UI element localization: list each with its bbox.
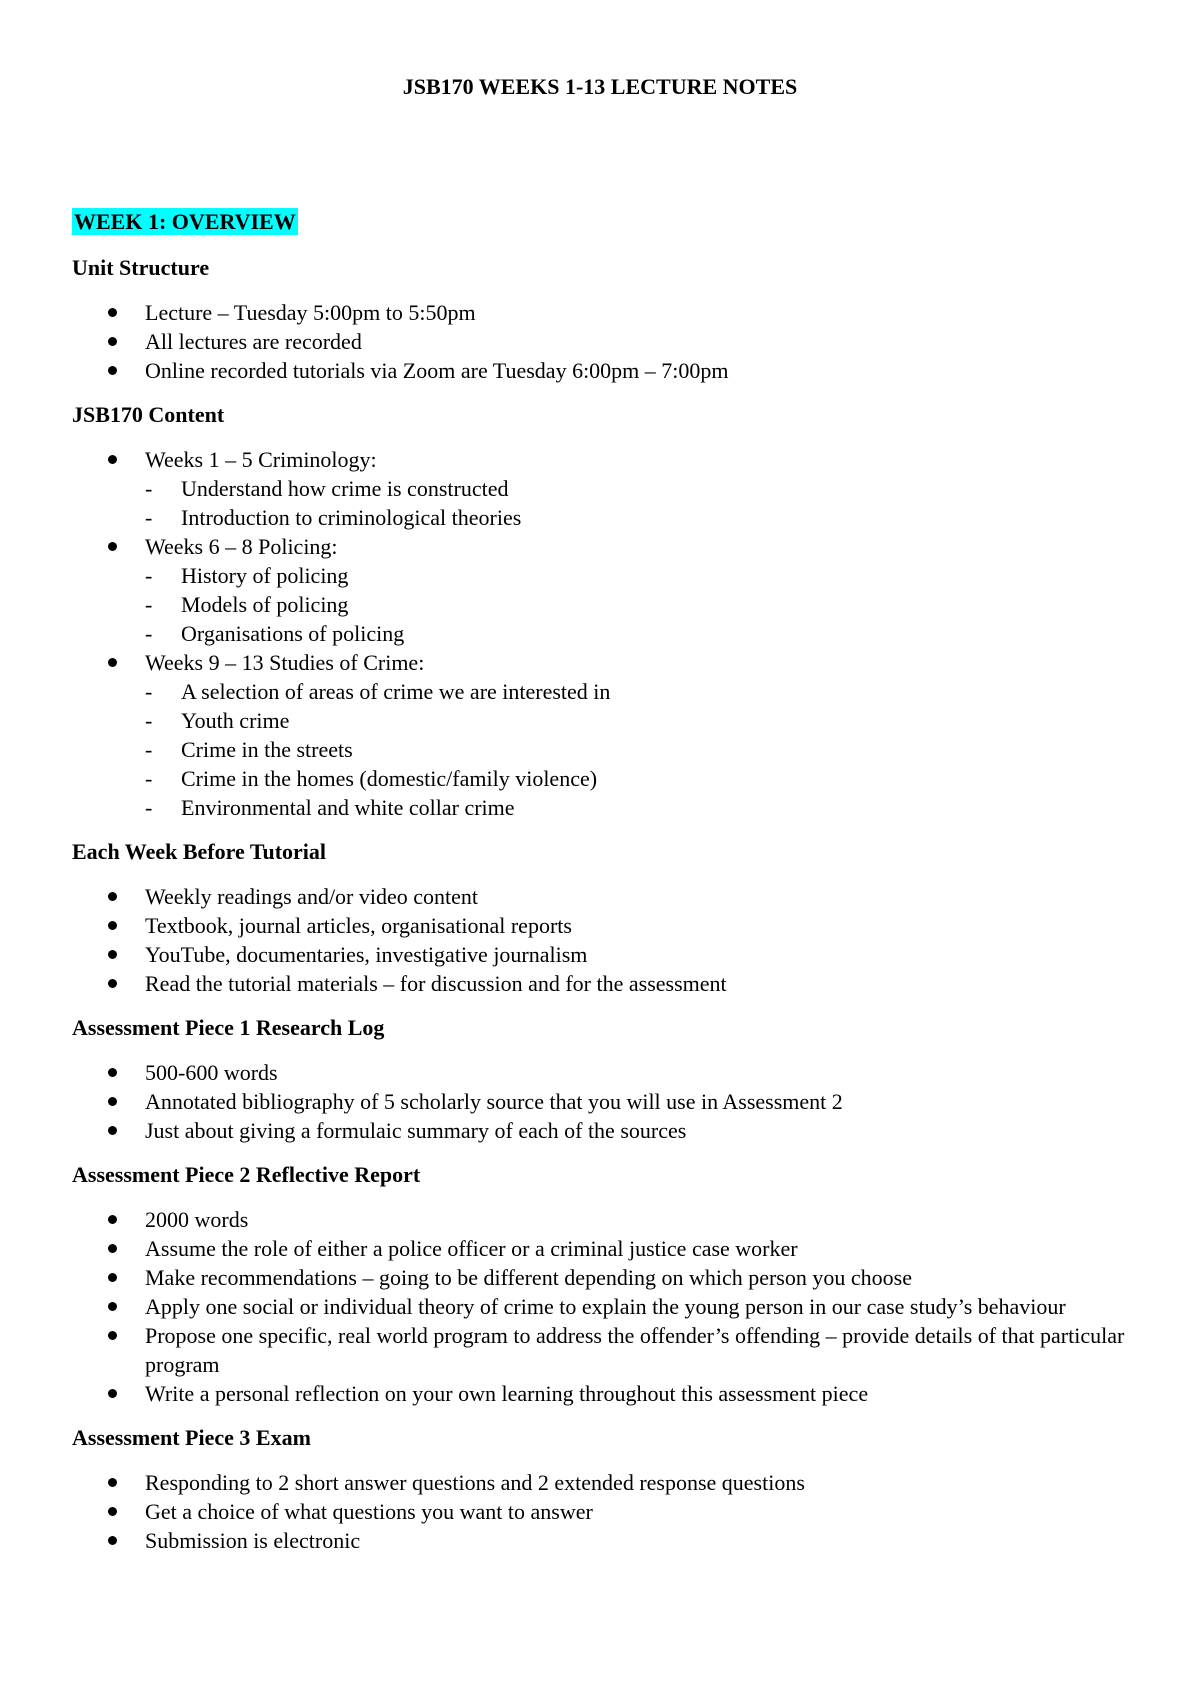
bullet-icon bbox=[108, 1273, 117, 1282]
sub-item-text: Introduction to criminological theories bbox=[181, 505, 522, 530]
sub-item bbox=[145, 590, 1132, 619]
section-heading: Assessment Piece 2 Reflective Report bbox=[72, 1162, 421, 1187]
bullet-item bbox=[72, 1058, 1132, 1087]
bullet-text: YouTube, documentaries, investigative journalism bbox=[145, 942, 588, 967]
bullet-text: 2000 words bbox=[145, 1207, 249, 1232]
bullet-text: Responding to 2 short answer questions and 2 extended response questions bbox=[145, 1470, 805, 1495]
bullet-icon bbox=[108, 1244, 117, 1253]
sub-item-text: Youth crime bbox=[181, 708, 290, 733]
bullet-icon bbox=[108, 950, 117, 959]
bullet-icon bbox=[108, 1097, 117, 1106]
sections-container bbox=[72, 254, 1132, 1555]
bullet-item bbox=[72, 356, 1132, 385]
bullet-text: Get a choice of what questions you want to answer bbox=[145, 1499, 593, 1524]
bullet-icon bbox=[108, 979, 117, 988]
bullet-item bbox=[72, 940, 1132, 969]
sub-item bbox=[145, 561, 1132, 590]
sub-item bbox=[145, 677, 1132, 706]
sub-item bbox=[145, 764, 1132, 793]
bullet-icon bbox=[108, 1126, 117, 1135]
bullet-item bbox=[72, 1379, 1132, 1408]
bullet-item bbox=[72, 1497, 1132, 1526]
sub-list bbox=[145, 677, 1132, 822]
dash-icon: - bbox=[145, 621, 153, 646]
bullet-text: Annotated bibliography of 5 scholarly source that you will use in Assessment 2 bbox=[145, 1089, 843, 1114]
bullet-text: Weekly readings and/or video content bbox=[145, 884, 479, 909]
bullet-list bbox=[72, 1468, 1132, 1555]
week-heading: WEEK 1: OVERVIEW bbox=[74, 209, 296, 234]
bullet-item bbox=[72, 911, 1132, 940]
bullet-icon bbox=[108, 892, 117, 901]
dash-icon: - bbox=[145, 563, 153, 588]
dash-icon: - bbox=[145, 505, 153, 530]
bullet-icon bbox=[108, 1507, 117, 1516]
bullet-list bbox=[72, 882, 1132, 998]
sub-item-text: Crime in the homes (domestic/family violence) bbox=[181, 766, 598, 791]
bullet-text: Weeks 1 – 5 Criminology: bbox=[145, 447, 377, 472]
sub-item-text: History of policing bbox=[181, 563, 349, 588]
bullet-list bbox=[72, 1058, 1132, 1145]
bullet-icon bbox=[108, 658, 117, 667]
sub-item bbox=[145, 619, 1132, 648]
bullet-item bbox=[72, 1116, 1132, 1145]
bullet-text: Make recommendations – going to be different depending on which person you choose bbox=[145, 1265, 912, 1290]
sub-item bbox=[145, 474, 1132, 503]
section-heading: JSB170 Content bbox=[72, 402, 225, 427]
bullet-text: All lectures are recorded bbox=[145, 329, 362, 354]
bullet-text: Weeks 6 – 8 Policing: bbox=[145, 534, 338, 559]
dash-icon: - bbox=[145, 766, 153, 791]
bullet-text: Lecture – Tuesday 5:00pm to 5:50pm bbox=[145, 300, 476, 325]
sub-item bbox=[145, 503, 1132, 532]
bullet-item bbox=[72, 882, 1132, 911]
bullet-item bbox=[72, 1292, 1132, 1321]
bullet-item bbox=[72, 1321, 1132, 1379]
bullet-list bbox=[72, 1205, 1132, 1408]
bullet-text: Textbook, journal articles, organisational reports bbox=[145, 913, 572, 938]
bullet-item bbox=[72, 298, 1132, 327]
dash-icon: - bbox=[145, 737, 153, 762]
section-heading: Each Week Before Tutorial bbox=[72, 839, 327, 864]
bullet-list bbox=[72, 298, 1132, 385]
bullet-text: Weeks 9 – 13 Studies of Crime: bbox=[145, 650, 425, 675]
bullet-item bbox=[72, 1526, 1132, 1555]
section-heading: Unit Structure bbox=[72, 255, 210, 280]
bullet-item bbox=[72, 1263, 1132, 1292]
bullet-icon bbox=[108, 542, 117, 551]
sub-list bbox=[145, 561, 1132, 648]
bullet-icon bbox=[108, 1478, 117, 1487]
document-body bbox=[72, 207, 1132, 1571]
sub-item-text: Organisations of policing bbox=[181, 621, 405, 646]
bullet-icon bbox=[108, 1331, 117, 1340]
bullet-item bbox=[72, 327, 1132, 356]
dash-icon: - bbox=[145, 679, 153, 704]
bullet-text: Apply one social or individual theory of crime to explain the young person in our case study’s behaviour bbox=[145, 1294, 1066, 1319]
bullet-text: Read the tutorial materials – for discussion and for the assessment bbox=[145, 971, 727, 996]
sub-list bbox=[145, 474, 1132, 532]
bullet-text: Assume the role of either a police officer or a criminal justice case worker bbox=[145, 1236, 798, 1261]
bullet-icon bbox=[108, 921, 117, 930]
bullet-item bbox=[72, 532, 1132, 648]
bullet-text: Online recorded tutorials via Zoom are Tuesday 6:00pm – 7:00pm bbox=[145, 358, 729, 383]
bullet-item bbox=[72, 1234, 1132, 1263]
bullet-item bbox=[72, 648, 1132, 822]
bullet-icon bbox=[108, 1302, 117, 1311]
bullet-icon bbox=[108, 1068, 117, 1077]
dash-icon: - bbox=[145, 592, 153, 617]
section-heading: Assessment Piece 1 Research Log bbox=[72, 1015, 385, 1040]
dash-icon: - bbox=[145, 795, 153, 820]
sub-item-text: Environmental and white collar crime bbox=[181, 795, 515, 820]
sub-item bbox=[145, 735, 1132, 764]
sub-item-text: A selection of areas of crime we are interested in bbox=[181, 679, 611, 704]
bullet-text: Submission is electronic bbox=[145, 1528, 361, 1553]
sub-item-text: Crime in the streets bbox=[181, 737, 353, 762]
bullet-text: Write a personal reflection on your own learning throughout this assessment piece bbox=[145, 1381, 869, 1406]
dash-icon: - bbox=[145, 476, 153, 501]
sub-item-text: Models of policing bbox=[181, 592, 349, 617]
bullet-text: Propose one specific, real world program to address the offender’s offending – provide details of that particular program bbox=[145, 1323, 1125, 1377]
bullet-item bbox=[72, 1468, 1132, 1497]
bullet-icon bbox=[108, 337, 117, 346]
dash-icon: - bbox=[145, 708, 153, 733]
section-heading: Assessment Piece 3 Exam bbox=[72, 1425, 311, 1450]
bullet-icon bbox=[108, 1215, 117, 1224]
bullet-icon bbox=[108, 308, 117, 317]
sub-item bbox=[145, 793, 1132, 822]
sub-item bbox=[145, 706, 1132, 735]
bullet-item bbox=[72, 1205, 1132, 1234]
bullet-item bbox=[72, 445, 1132, 532]
document-title: JSB170 WEEKS 1-13 LECTURE NOTES bbox=[402, 74, 798, 99]
bullet-icon bbox=[108, 366, 117, 375]
bullet-icon bbox=[108, 455, 117, 464]
bullet-icon bbox=[108, 1389, 117, 1398]
bullet-text: Just about giving a formulaic summary of each of the sources bbox=[145, 1118, 687, 1143]
sub-item-text: Understand how crime is constructed bbox=[181, 476, 509, 501]
bullet-item bbox=[72, 1087, 1132, 1116]
bullet-list bbox=[72, 445, 1132, 822]
bullet-icon bbox=[108, 1536, 117, 1545]
bullet-text: 500-600 words bbox=[145, 1060, 278, 1085]
bullet-item bbox=[72, 969, 1132, 998]
